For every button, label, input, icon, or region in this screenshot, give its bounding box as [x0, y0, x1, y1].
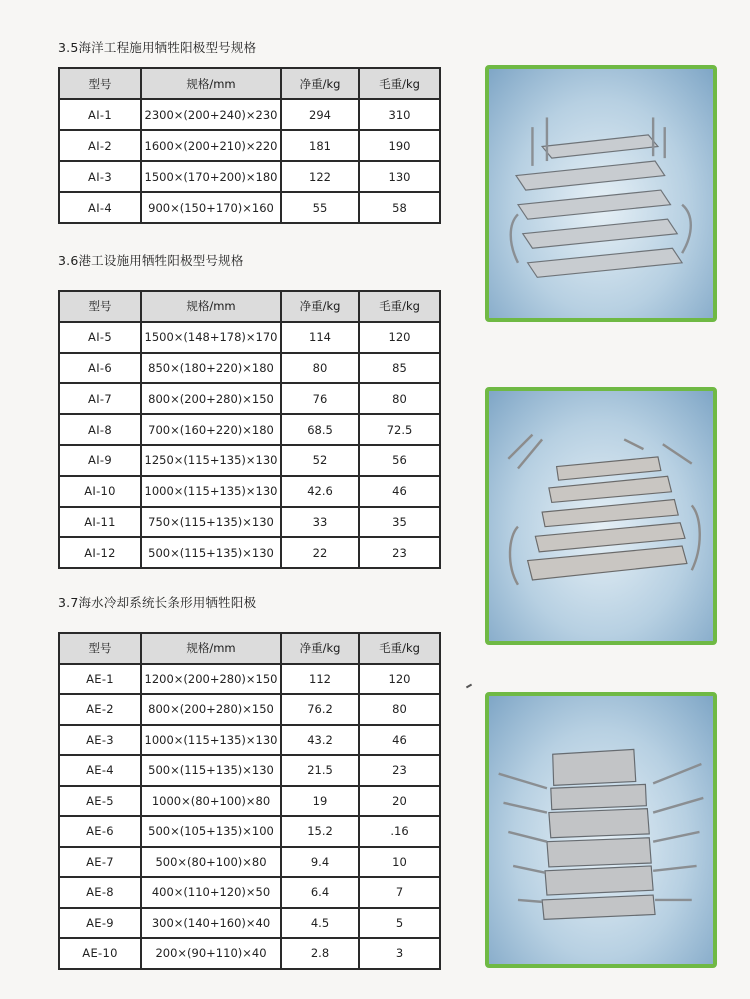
- cell-net-weight: 76: [281, 383, 359, 414]
- table-row: [59, 664, 440, 695]
- cell-spec: 900×(150+170)×160: [141, 192, 281, 223]
- table-row: [59, 383, 440, 414]
- table-header-row: [59, 68, 440, 99]
- table-row: [59, 322, 440, 353]
- anode-stack-illustration: [489, 69, 713, 318]
- cell-gross-weight: 20: [359, 786, 440, 817]
- col-header-model: 型号: [59, 68, 141, 99]
- cell-spec: 1000×(115+135)×130: [141, 725, 281, 756]
- cell-gross-weight: 120: [359, 664, 440, 695]
- cell-net-weight: 76.2: [281, 694, 359, 725]
- cell-spec: 700×(160+220)×180: [141, 414, 281, 445]
- cell-gross-weight: 80: [359, 383, 440, 414]
- cell-net-weight: 181: [281, 130, 359, 161]
- cell-gross-weight: 23: [359, 537, 440, 568]
- cell-model: AI-7: [59, 383, 141, 414]
- table-row: [59, 938, 440, 969]
- cell-net-weight: 55: [281, 192, 359, 223]
- col-header-model: 型号: [59, 291, 141, 322]
- cell-net-weight: 112: [281, 664, 359, 695]
- cell-net-weight: 6.4: [281, 877, 359, 908]
- anode-photo-1: [485, 65, 717, 322]
- cell-gross-weight: 3: [359, 938, 440, 969]
- cell-model: AI-5: [59, 322, 141, 353]
- table-row: [59, 507, 440, 538]
- spec-table-3-7: [58, 632, 441, 970]
- cell-spec: 800×(200+280)×150: [141, 383, 281, 414]
- col-header-net-weight: 净重/kg: [281, 68, 359, 99]
- cell-model: AE-2: [59, 694, 141, 725]
- col-header-gross-weight: 毛重/kg: [359, 68, 440, 99]
- cell-net-weight: 9.4: [281, 847, 359, 878]
- cell-model: AI-12: [59, 537, 141, 568]
- anode-photo-2: [485, 387, 717, 645]
- cell-net-weight: 42.6: [281, 476, 359, 507]
- cell-net-weight: 19: [281, 786, 359, 817]
- col-header-net-weight: 净重/kg: [281, 291, 359, 322]
- cell-net-weight: 2.8: [281, 938, 359, 969]
- cell-spec: 800×(200+280)×150: [141, 694, 281, 725]
- cell-model: AI-8: [59, 414, 141, 445]
- cell-spec: 500×(115+135)×130: [141, 537, 281, 568]
- cell-spec: 500×(105+135)×100: [141, 816, 281, 847]
- cell-net-weight: 21.5: [281, 755, 359, 786]
- cell-gross-weight: 72.5: [359, 414, 440, 445]
- table-row: [59, 755, 440, 786]
- cell-model: AE-9: [59, 908, 141, 939]
- cell-spec: 1500×(170+200)×180: [141, 161, 281, 192]
- table-row: [59, 99, 440, 130]
- table-row: [59, 847, 440, 878]
- cell-gross-weight: 85: [359, 353, 440, 384]
- cell-gross-weight: 56: [359, 445, 440, 476]
- cell-net-weight: 80: [281, 353, 359, 384]
- cell-model: AI-10: [59, 476, 141, 507]
- cell-gross-weight: 46: [359, 725, 440, 756]
- cell-model: AE-1: [59, 664, 141, 695]
- cell-model: AI-11: [59, 507, 141, 538]
- cell-net-weight: 122: [281, 161, 359, 192]
- cell-model: AI-3: [59, 161, 141, 192]
- col-header-spec: 规格/mm: [141, 291, 281, 322]
- table-row: [59, 445, 440, 476]
- col-header-net-weight: 净重/kg: [281, 633, 359, 664]
- cell-gross-weight: 7: [359, 877, 440, 908]
- cell-gross-weight: 130: [359, 161, 440, 192]
- table-row: [59, 877, 440, 908]
- cell-net-weight: 68.5: [281, 414, 359, 445]
- cell-gross-weight: .16: [359, 816, 440, 847]
- cell-gross-weight: 120: [359, 322, 440, 353]
- spec-table-3-6: [58, 290, 441, 569]
- table-header-row: [59, 633, 440, 664]
- cell-gross-weight: 310: [359, 99, 440, 130]
- anode-stack-illustration: [489, 696, 713, 964]
- cell-model: AE-8: [59, 877, 141, 908]
- cell-spec: 1250×(115+135)×130: [141, 445, 281, 476]
- cell-model: AE-7: [59, 847, 141, 878]
- cell-net-weight: 294: [281, 99, 359, 130]
- col-header-gross-weight: 毛重/kg: [359, 291, 440, 322]
- cell-spec: 1200×(200+280)×150: [141, 664, 281, 695]
- cell-model: AE-6: [59, 816, 141, 847]
- col-header-model: 型号: [59, 633, 141, 664]
- cell-model: AE-5: [59, 786, 141, 817]
- cell-gross-weight: 10: [359, 847, 440, 878]
- cell-model: AI-2: [59, 130, 141, 161]
- table-row: [59, 908, 440, 939]
- cell-spec: 1500×(148+178)×170: [141, 322, 281, 353]
- cell-spec: 750×(115+135)×130: [141, 507, 281, 538]
- cell-spec: 1000×(80+100)×80: [141, 786, 281, 817]
- cell-spec: 2300×(200+240)×230: [141, 99, 281, 130]
- cell-spec: 300×(140+160)×40: [141, 908, 281, 939]
- cell-net-weight: 43.2: [281, 725, 359, 756]
- col-header-gross-weight: 毛重/kg: [359, 633, 440, 664]
- cell-model: AE-10: [59, 938, 141, 969]
- cell-net-weight: 114: [281, 322, 359, 353]
- col-header-spec: 规格/mm: [141, 633, 281, 664]
- cell-net-weight: 33: [281, 507, 359, 538]
- table-row: [59, 414, 440, 445]
- cell-gross-weight: 190: [359, 130, 440, 161]
- cell-spec: 1600×(200+210)×220: [141, 130, 281, 161]
- cell-spec: 500×(80+100)×80: [141, 847, 281, 878]
- col-header-spec: 规格/mm: [141, 68, 281, 99]
- cell-model: AI-1: [59, 99, 141, 130]
- table-row: [59, 130, 440, 161]
- table-row: [59, 192, 440, 223]
- table-row: [59, 476, 440, 507]
- cell-net-weight: 15.2: [281, 816, 359, 847]
- cell-model: AE-3: [59, 725, 141, 756]
- cell-gross-weight: 58: [359, 192, 440, 223]
- cell-gross-weight: 23: [359, 755, 440, 786]
- cell-spec: 400×(110+120)×50: [141, 877, 281, 908]
- cell-net-weight: 4.5: [281, 908, 359, 939]
- cell-spec: 850×(180+220)×180: [141, 353, 281, 384]
- table-row: [59, 537, 440, 568]
- anode-photo-3: [485, 692, 717, 968]
- table-row: [59, 725, 440, 756]
- cell-gross-weight: 46: [359, 476, 440, 507]
- cell-net-weight: 52: [281, 445, 359, 476]
- cell-model: AI-4: [59, 192, 141, 223]
- cell-spec: 200×(90+110)×40: [141, 938, 281, 969]
- spec-table-3-5: [58, 67, 441, 224]
- cell-spec: 1000×(115+135)×130: [141, 476, 281, 507]
- anode-stack-illustration: [489, 391, 713, 641]
- cell-gross-weight: 5: [359, 908, 440, 939]
- table-header-row: [59, 291, 440, 322]
- cell-model: AE-4: [59, 755, 141, 786]
- cell-spec: 500×(115+135)×130: [141, 755, 281, 786]
- section-title-3-5: 3.5海洋工程施用牺牲阳极型号规格: [58, 40, 257, 55]
- section-title-3-7: 3.7海水冷却系统长条形用牺牲阳极: [58, 595, 257, 610]
- table-row: [59, 353, 440, 384]
- cell-gross-weight: 80: [359, 694, 440, 725]
- table-row: [59, 694, 440, 725]
- print-speck: [466, 684, 472, 689]
- cell-model: AI-6: [59, 353, 141, 384]
- cell-gross-weight: 35: [359, 507, 440, 538]
- table-row: [59, 816, 440, 847]
- cell-net-weight: 22: [281, 537, 359, 568]
- table-row: [59, 786, 440, 817]
- cell-model: AI-9: [59, 445, 141, 476]
- table-row: [59, 161, 440, 192]
- section-title-3-6: 3.6港工设施用牺牲阳极型号规格: [58, 253, 244, 268]
